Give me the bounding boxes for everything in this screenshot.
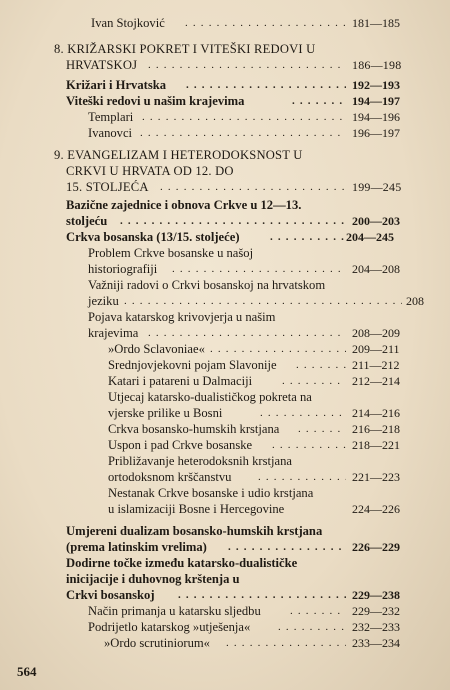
- leader-dots: [278, 620, 346, 635]
- page-range: 211—212: [352, 358, 400, 372]
- page-range: 229—232: [352, 604, 400, 618]
- page-range: 212—214: [352, 374, 400, 388]
- page-range: 218—221: [352, 438, 400, 452]
- entry-title: Crkvi bosanskoj: [66, 588, 155, 602]
- leader-dots: [160, 180, 346, 195]
- entry-title: Umjereni dualizam bosansko-humskih krstjana: [66, 524, 323, 538]
- leader-dots: [292, 94, 346, 109]
- entry-title: Srednjovjekovni pojam Slavonije: [108, 358, 277, 372]
- page-range: 192—193: [352, 78, 400, 92]
- entry-title: vjerske prilike u Bosni: [108, 406, 223, 420]
- leader-dots: [296, 358, 346, 373]
- page-range: 232—233: [352, 620, 400, 634]
- page-range: 200—203: [352, 214, 400, 228]
- page-range: 194—196: [352, 110, 400, 124]
- leader-dots: [298, 422, 346, 437]
- page-range: 233—234: [352, 636, 400, 650]
- page-range: 194—197: [352, 94, 400, 108]
- entry-title: 15. STOLJEĆA: [66, 180, 149, 194]
- entry-title: Uspon i pad Crkve bosanske: [108, 438, 253, 452]
- leader-dots: [148, 326, 346, 341]
- page-range: 214—216: [352, 406, 400, 420]
- leader-dots: [228, 540, 346, 555]
- page-range: 204—245: [346, 230, 394, 244]
- page-range: 226—229: [352, 540, 400, 554]
- leader-dots: [178, 588, 346, 603]
- leader-dots: [258, 470, 346, 485]
- entry-title: Crkva bosansko-humskih krstjana: [108, 422, 280, 436]
- leader-dots: [142, 110, 346, 125]
- page-range: 209—211: [352, 342, 400, 356]
- page-range: 224—226: [352, 502, 400, 516]
- entry-title: Nestanak Crkve bosanske i udio krstjana: [108, 486, 314, 500]
- entry-title: CRKVI U HRVATA OD 12. DO: [66, 164, 234, 178]
- leader-dots: [260, 406, 346, 421]
- leader-dots: [148, 58, 346, 73]
- entry-title: Viteški redovi u našim krajevima: [66, 94, 245, 108]
- leader-dots: [290, 604, 346, 619]
- page-range: 186—198: [352, 58, 402, 72]
- entry-title: Templari: [88, 110, 134, 124]
- page-range: 204—208: [352, 262, 400, 276]
- leader-dots: [270, 230, 344, 245]
- entry-title: u islamizaciji Bosne i Hercegovine: [108, 502, 285, 516]
- leader-dots: [186, 78, 346, 93]
- entry-title: HRVATSKOJ: [66, 58, 138, 72]
- leader-dots: [120, 214, 346, 229]
- leader-dots: [272, 438, 346, 453]
- entry-title: Bazične zajednice i obnova Crkve u 12—13.: [66, 198, 302, 212]
- entry-title: »Ordo scrutiniorum«: [104, 636, 210, 650]
- leader-dots: [282, 374, 346, 389]
- entry-title: Katari i patareni u Dalmaciji: [108, 374, 253, 388]
- entry-title: Podrijetlo katarskog »utješenja«: [88, 620, 251, 634]
- leader-dots: [172, 262, 346, 277]
- entry-title: Način primanja u katarsku sljedbu: [88, 604, 261, 618]
- leader-dots: [185, 16, 345, 31]
- entry-title: Dodirne točke između katarsko-dualističke: [66, 556, 298, 570]
- entry-title: ortodoksnom krščanstvu: [108, 470, 232, 484]
- entry-title: inicijacije i duhovnog krštenja u: [66, 572, 240, 586]
- leader-dots: [124, 294, 402, 309]
- entry-title: jeziku: [88, 294, 119, 308]
- entry-title: Križari i Hrvatska: [66, 78, 167, 92]
- entry-title: Problem Crkve bosanske u našoj: [88, 246, 254, 260]
- page-range: 199—245: [352, 180, 402, 194]
- entry-title: Utjecaj katarsko-dualističkog pokreta na: [108, 390, 312, 404]
- entry-title: Ivanovci: [88, 126, 133, 140]
- leader-dots: [226, 636, 346, 651]
- page-range: 181—185: [352, 16, 400, 30]
- entry-title: Pojava katarskog krivovjerja u našim: [88, 310, 276, 324]
- page-number: 564: [17, 664, 37, 679]
- entry-title: Važniji radovi o Crkvi bosanskoj na hrvatskom: [88, 278, 326, 292]
- entry-title: 8. KRIŽARSKI POKRET I VITEŠKI REDOVI U: [54, 42, 316, 56]
- entry-title: 9. EVANGELIZAM I HETERODOKSNOST U: [54, 148, 303, 162]
- page-range: 229—238: [352, 588, 400, 602]
- leader-dots: [210, 342, 346, 357]
- page-range: 216—218: [352, 422, 400, 436]
- entry-title: (prema latinskim vrelima): [66, 540, 207, 554]
- page-range: 196—197: [352, 126, 400, 140]
- entry-title: Ivan Stojković: [91, 16, 165, 30]
- entry-title: Crkva bosanska (13/15. stoljeće): [66, 230, 240, 244]
- page-range: 208: [406, 294, 424, 308]
- page-range: 221—223: [352, 470, 400, 484]
- page-range: 208—209: [352, 326, 400, 340]
- entry-title: historiografiji: [88, 262, 158, 276]
- leader-dots: [140, 126, 346, 141]
- entry-title: »Ordo Sclavoniae«: [108, 342, 205, 356]
- entry-title: krajevima: [88, 326, 139, 340]
- entry-title: stoljeću: [66, 214, 108, 228]
- entry-title: Približavanje heterodoksnih krstjana: [108, 454, 292, 468]
